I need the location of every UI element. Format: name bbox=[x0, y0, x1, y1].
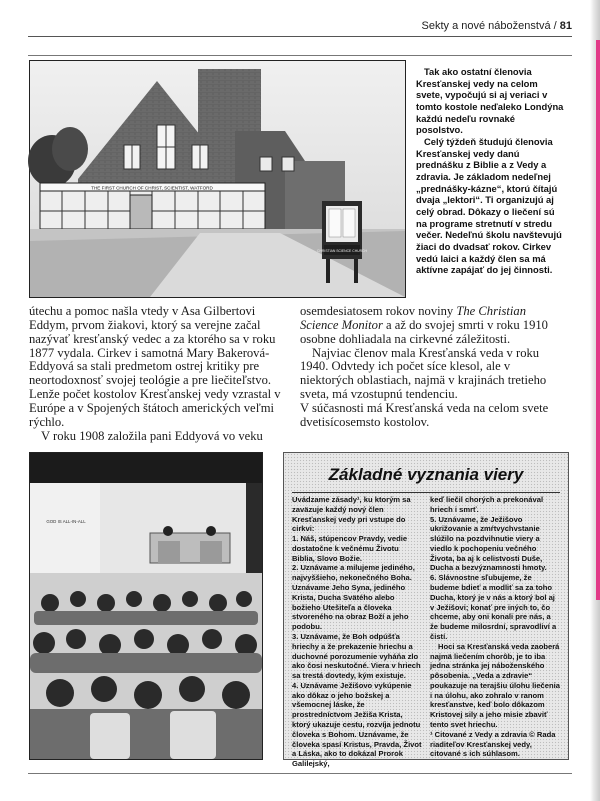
body-paragraph bbox=[300, 305, 563, 347]
body-paragraph: V roku 1908 založila pani Eddyová vo veku bbox=[41, 428, 263, 443]
page-header bbox=[0, 0, 600, 38]
running-title: Sekty a nové náboženstvá / bbox=[421, 20, 557, 32]
caption-text: Celý týždeň študujú členovia Kresťanskej vedy danú prednášku z Biblie a z Vedy a zdravia. Je základom nedeľnej „prednášky-kázne“, ktorú čítajú dvaja „lektori“. Ti organizujú aj celý obrad. Dôkazy o liečení sú na programe stretnutí v stredu večer. Nedeľnú školu navštevujú žiaci do dvadsať rokov. Cirkev vedú laici a každý člen sa má aktívne zapájať do jej činnosti. bbox=[416, 135, 562, 276]
box-paragraph: 6. Slávnostne sľubujeme, že budeme bdieť a modliť sa za toho Ducha, ktorý je v nás a ktorý bol aj v Ježišovi; konať pre iných to, čo chceme, aby oni konali pre nás, a že budeme milosrdní, spravodliví a čistí. bbox=[430, 573, 557, 641]
box-paragraph: 5. Uznávame, že Ježišovo ukrižovanie a zmŕtvychvstanie slúžilo na pozdvihnutie viery a viedlo k pochopeniu večného Života, ba aj k celistvosti Duše, Ducha a bezvýznamnosti hmoty. bbox=[430, 514, 547, 573]
body-column-right bbox=[300, 305, 563, 430]
photo-caption bbox=[416, 66, 564, 276]
box-paragraph: 1. Náš, stúpencov Pravdy, vedie dostatočne k večnému Životu Biblia, Slovo Božie. bbox=[292, 534, 408, 563]
box-paragraph: 4. Uznávame Ježišovo vykúpenie ako dôkaz o jeho božskej a všemocnej láske, že prostredníctvom Ježiša Krista, ktorý ukazuje cestu, rozvíja jednotu človeka s Bohom. Uznávame, že človeka spasí Kristus, Pravda, Život a Láska, ako to dokázal Prorok Galilejský, bbox=[292, 680, 422, 769]
page-number: 81 bbox=[559, 20, 572, 32]
church-interior-illustration bbox=[30, 453, 262, 759]
body-paragraph: útechu a pomoc našla vtedy v Asa Gilbertovi Eddym, prvom žiakovi, ktorý sa verejne začal nazývať kresťanský vedec a za ktorého sa v roku 1877 vydala. Cirkev i samotná Mary Bakerová-Eddyová sa stali predmetom ostrej kritiky pre neortodoxnosť svojej teológie a pre liečiteľstvo. Lenže počet kostolov Kresťanskej vedy vzrastal v Európe a v Spojených štátoch amerických veľmi rýchlo. bbox=[29, 304, 281, 429]
footer-rule bbox=[28, 773, 572, 774]
box-paragraph: keď liečil chorých a prekonával hriech i smrť. bbox=[430, 495, 544, 514]
box-paragraph: Uvádzame zásady¹, ku ktorým sa zaväzuje každý nový člen Kresťanskej vedy pri vstupe do cirkvi: bbox=[292, 495, 411, 534]
header-rule-secondary bbox=[28, 55, 572, 56]
running-head bbox=[422, 20, 572, 32]
page-edge-marker bbox=[596, 40, 600, 600]
header-rule bbox=[28, 36, 572, 37]
beliefs-box bbox=[283, 452, 569, 769]
box-footnote: ¹ Citované z Vedy a zdravia © Rada riaditeľov Kresťanskej vedy, citované s ich súhlasom. bbox=[430, 729, 556, 759]
box-paragraph: 2. Uznávame a milujeme jediného, najvyššieho, nekonečného Boha. Uznávame Jeho Syna, jediného Krista, Ducha Svätého alebo božieho Utešiteľa a človeka stvoreného na obraz Boží a jeho podobu. bbox=[292, 563, 415, 632]
caption-paragraph-2 bbox=[416, 136, 564, 276]
newspaper-title: The Christian Science Monitor bbox=[300, 304, 526, 332]
wall-inscription: GOD IS ALL-IN-ALL bbox=[46, 519, 86, 524]
caption-paragraph-1: Tak ako ostatní členovia Kresťanskej vedy na celom svete, vypočujú si aj veriaci v tomto kostole neďaleko Londýna každú nedeľu rovnaké posolstvo. bbox=[416, 66, 564, 136]
box-paragraph: 3. Uznávame, že Boh odpúšťa hriechy a že prekazenie hriechu a duchovné porozumenie vyháňa zlo ako čosi neskutočné. Viera v hriech sa trestá dovtedy, kým existuje. bbox=[292, 631, 421, 681]
church-photo bbox=[29, 60, 406, 298]
body-paragraph: Najviac členov mala Kresťanská veda v roku 1940. Odvtedy ich počet síce klesol, ale v niektorých oblastiach, najmä v krajinách tretieho sveta, má vzostupnú tendenciu. bbox=[300, 345, 547, 402]
box-title-rule bbox=[292, 492, 560, 493]
box-column-left bbox=[292, 495, 422, 769]
body-column-left bbox=[29, 305, 292, 443]
body-paragraph: V súčasnosti má Kresťanská veda na celom svete dvetisícosemsto kostolov. bbox=[300, 400, 549, 429]
church-building-illustration bbox=[30, 61, 405, 297]
body-text: osemdesiatosem rokov noviny bbox=[300, 304, 457, 318]
box-title: Základné vyznania viery bbox=[328, 465, 524, 484]
body-text: a až do svojej smrti v roku 1910 osobne dohliadala na cirkevné záležitosti. bbox=[300, 317, 548, 346]
sign-text: CHRISTIAN SCIENCE CHURCH bbox=[317, 249, 367, 253]
box-paragraph: Hoci sa Kresťanská veda zaoberá najmä liečením chorôb, je to iba jedna stránka jej náboženského pôsobenia. „Veda a zdravie“ poukazuje na terajšiu úlohu liečenia i na úlohu, ako zohralo v ranom kresťanstve, keď bolo dôkazom Kristovej sily a jeho misie zbaviť tento svet hriechu. bbox=[430, 641, 560, 729]
box-column-right bbox=[430, 495, 560, 759]
banner-text: THE FIRST CHURCH OF CHRIST, SCIENTIST, WATFORD bbox=[91, 185, 213, 191]
congregation-photo bbox=[29, 452, 263, 760]
